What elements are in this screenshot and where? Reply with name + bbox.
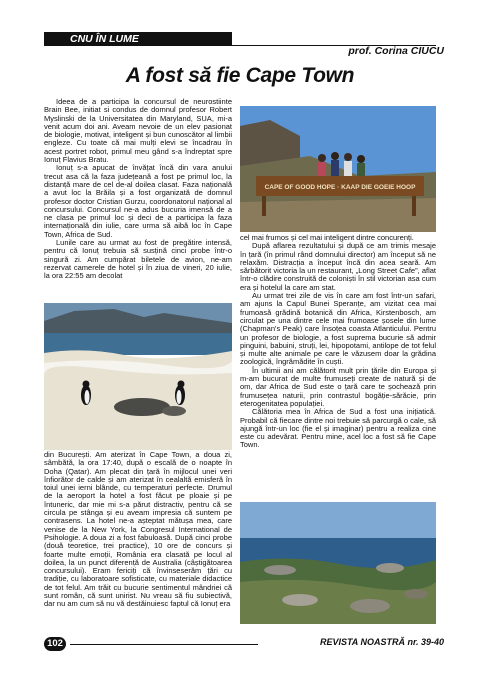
paragraph: Lunile care au urmat au fost de pregătire intensă, pentru că Ionuț trebuia să susțină cinci probe într-o singură zi. Am cumpărat biletele de avion, ne-am rezervat camerele de hotel și în ziua de vineri, 20 iulie, la ora 22:55 am decolat xyxy=(44,238,232,281)
cape-of-good-hope-photo xyxy=(240,106,436,232)
section-tag: CNU ÎN LUME xyxy=(44,32,232,46)
paragraph: Au urmat trei zile de vis în care am fost într-un safari, am ajuns la Capul Bunei Speranțe, am vizitat cea mai frumoasă grădină botanică din Africa, Kirstenbosch, am circulat pe una dintre cele mai frumoase șosele din lume (Chapman's Peak) care însoțea coasta Atlanticului. Pentru un profesor de biologie, a fost suprema bucurie să admir pinguini, babuini, struți, lei, hipopotami, antilope de tot felul și multe alte animale pe care le văzusem doar la grădina zoologică, îngrămădite în cuști. xyxy=(240,291,436,367)
paragraph: După aflarea rezultatului și după ce am trimis mesaje în țară (în primul rând domnului director) am început să ne relaxăm. Distracția a început încă din acea seară. Am sărbătorit victoria la un restaurant, „Long Street Cafe”, aflat într-o clădire construită de coloniști în stil victorian asa cum era și hotelul la care am stat. xyxy=(240,241,436,292)
paragraph: Călătoria mea în Africa de Sud a fost una inițiatică. Probabil că fiecare dintre noi trebuie să parcurgă o cale, să ajungă într-un loc (fie el și imaginar) pentru a realiza cine este cu adevărat. Pentru mine, acel loc a fost să fie Cape Town. xyxy=(240,407,436,450)
left-column-bottom xyxy=(44,451,232,633)
paragraph: din București. Am aterizat în Cape Town, a doua zi, sâmbătă, la ora 17:40, după o escală de o noapte în Doha (Qatar). Am plecat din țară în mijlocul unei veri înfiorător de calde și am aterizat în cealaltă emisferă în toiul unei ierni blânde, cu temperaturi perfecte. Drumul de la aeroport la hotel a fost făcut pe ploaie și pe întuneric, dar mie mi s-a părut distractiv, pentru că se circula pe stânga și eu aveam impresia că suntem pe contrasens. La hotel ne-a așteptat mătușa mea, care venise de la New York, la Congresul International de Psihologie. A doua zi a fost fabuloasă. După cinci probe (două teoretice, trei practice), 10 ore de concurs și foarte multe emoții, România era clasată pe locul al doilea, la un punct diferență de Australia (câștigătoarea concursului). Eram fericiți că învinseserăm țări cu tradiție, cu laboratoare sofisticate, cu materiale didactice de tot felul. Am trăit cu bucurie sentimentul mândriei că sunt român, că sunt unirist. Nu vreau să fiu subiectivă, dar nu am cum să nu vă destăinuiesc faptul că Ionuț era xyxy=(44,450,232,609)
paragraph: cel mai frumos și cel mai inteligent dintre concurenți. xyxy=(240,233,414,242)
paragraph: Ideea de a participa la concursul de neurostiinte Brain Bee, initiat si condus de domnul profesor Robert Myslinski de la Universitatea din Maryland, SUA, mi-a venit acum doi ani. Aveam nevoie de un elev pasionat de biologie, motivat, inteligent și bun cunoscător al limbii engleze. Cu toate că mai mulți elevi se încadrau în acest portret robot, primul meu gând s-a îndreptat spre Ionuț Flavius Bratu. xyxy=(44,97,232,165)
article-title: A fost să fie Cape Town xyxy=(125,64,355,87)
penguins-beach-photo xyxy=(44,303,232,450)
paragraph: În ultimii ani am călătorit mult prin țările din Europa și m-am bucurat de multe frumuseți create de natură și de om, dar Africa de Sud este o țară care te șochează prin frumusețea naturii, prin contrastul bogăție-sărăcie, prin eterogenitatea populației. xyxy=(240,365,436,408)
magazine-footer: REVISTA NOASTRĂ nr. 39-40 xyxy=(319,637,444,647)
footer-rule xyxy=(70,644,258,645)
paragraph: Ionuț s-a apucat de învățat încă din vara anului trecut asa că la faza județeană a fost pe primul loc, la distanță mare de cel de-al doilea clasat. Faza națională a avut loc la Brăila și a fost organizată de domnul profesor doctor Cristian Gurzu, coordonatorul național al concursului. Concursul ne-a adus bucuria imensă de a ne clasa pe primul loc și deci de a participa la faza internațională din iulie, care urma să aibă loc în Cape Town, Africa de Sud. xyxy=(44,163,232,239)
page-number: 102 xyxy=(44,637,66,651)
sign-text: CAPE OF GOOD HOPE · KAAP DIE GOEIE HOOP xyxy=(264,184,416,191)
coastline-photo xyxy=(240,502,436,624)
left-column-top xyxy=(44,98,232,296)
author-name: prof. Corina CIUCU xyxy=(348,45,444,57)
right-column xyxy=(240,234,436,496)
